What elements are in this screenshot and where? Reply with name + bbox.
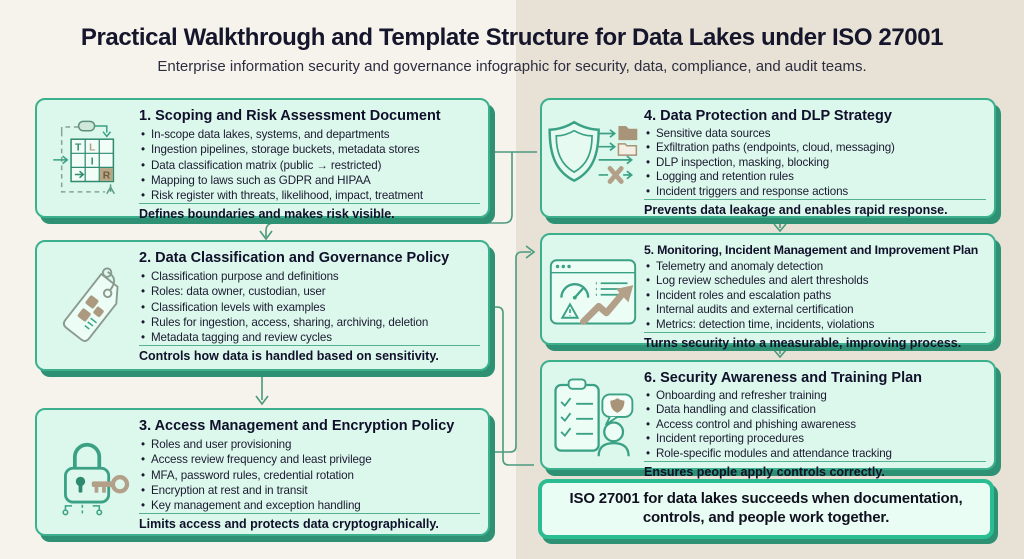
svg-text:R: R	[102, 170, 111, 182]
bullet-item: • Classification levels with examples	[139, 300, 480, 315]
bullet-item: • Roles and user provisioning	[139, 437, 480, 452]
bullet-item: • Roles: data owner, custodian, user	[139, 284, 480, 299]
box-security-awareness-training	[540, 360, 996, 479]
bullet-item: • Incident triggers and response actions	[644, 185, 986, 199]
bullet-list	[644, 389, 986, 461]
svg-text:I: I	[90, 156, 94, 168]
bullet-item: • Encryption at rest and in transit	[139, 483, 480, 498]
bullet-item: • Exfiltration paths (endpoints, cloud, messaging)	[644, 141, 986, 155]
bullet-item: • Data classification matrix (public → restricted)	[139, 158, 480, 173]
box-monitoring-incident-improvement	[540, 233, 996, 350]
bullet-item: • Internal audits and external certification	[644, 303, 986, 317]
bullet-item: • Access control and phishing awareness	[644, 418, 986, 432]
summary-callout-text: ISO 27001 for data lakes succeeds when documentation, controls, and people work together.	[569, 490, 963, 526]
box-scoping-risk-assessment	[35, 98, 490, 222]
bullet-item: • Classification purpose and definitions	[139, 269, 480, 284]
bullet-list	[139, 437, 480, 513]
bullet-item: • Telemetry and anomaly detection	[644, 260, 986, 274]
box-footer: Limits access and protects data cryptographically.	[139, 513, 480, 531]
box-footer: Prevents data leakage and enables rapid response.	[644, 199, 986, 217]
risk-matrix-icon	[37, 100, 139, 216]
bullet-list	[139, 269, 480, 345]
monitoring-dashboard-icon	[542, 235, 644, 343]
box-data-protection-dlp	[540, 98, 996, 218]
bullet-item: • Onboarding and refresher training	[644, 389, 986, 403]
bullet-item: • Key management and exception handling	[139, 498, 480, 513]
summary-callout	[538, 479, 994, 539]
bullet-item: • Logging and retention rules	[644, 170, 986, 184]
svg-text:T: T	[74, 142, 82, 154]
bullet-list	[644, 260, 986, 332]
box-access-encryption-policy	[35, 408, 490, 536]
connector-box2-to-bottom-right	[490, 307, 534, 465]
bullet-item: • In-scope data lakes, systems, and departments	[139, 127, 480, 142]
box-footer: Defines boundaries and makes risk visible.	[139, 203, 480, 221]
bullet-item: • Rules for ingestion, access, sharing, archiving, deletion	[139, 315, 480, 330]
bullet-item: • DLP inspection, masking, blocking	[644, 156, 986, 170]
connector-box3-to-box5	[490, 252, 531, 452]
bullet-item: • Metadata tagging and review cycles	[139, 330, 480, 345]
box-title: 2. Data Classification and Governance Policy	[139, 250, 450, 266]
bullet-item: • Role-specific modules and attendance tracking	[644, 447, 986, 461]
box-title: 6. Security Awareness and Training Plan	[644, 370, 923, 386]
bullet-item: • Log review schedules and alert thresholds	[644, 274, 986, 288]
box-title: 5. Monitoring, Incident Management and Improvement Plan	[644, 243, 979, 257]
bullet-item: • Access review frequency and least privilege	[139, 452, 480, 467]
bullet-item: • MFA, password rules, credential rotation	[139, 468, 480, 483]
bullet-item: • Risk register with threats, likelihood, impact, treatment	[139, 188, 480, 203]
shield-exfiltration-icon	[542, 100, 644, 216]
bullet-item: • Metrics: detection time, incidents, violations	[644, 318, 986, 332]
bullet-item: • Ingestion pipelines, storage buckets, metadata stores	[139, 142, 480, 157]
bullet-list	[644, 127, 986, 199]
box-data-classification-policy	[35, 240, 490, 371]
bullet-list	[139, 127, 480, 203]
box-footer: Controls how data is handled based on sensitivity.	[139, 345, 480, 363]
bullet-item: • Mapping to laws such as GDPR and HIPAA	[139, 173, 480, 188]
box-title: 1. Scoping and Risk Assessment Document	[139, 108, 441, 124]
bullet-item: • Incident reporting procedures	[644, 432, 986, 446]
lock-and-key-icon	[37, 410, 139, 534]
training-checklist-icon	[542, 362, 644, 468]
svg-text:L: L	[89, 142, 96, 154]
page-subtitle: Enterprise information security and governance infographic for security, data, compliance, and audit teams.	[157, 58, 867, 75]
box-footer: Turns security into a measurable, improving process.	[644, 332, 986, 350]
box-footer: Ensures people apply controls correctly.	[644, 461, 986, 479]
bullet-item: • Data handling and classification	[644, 403, 986, 417]
box-title: 4. Data Protection and DLP Strategy	[644, 108, 892, 124]
bullet-item: • Incident roles and escalation paths	[644, 289, 986, 303]
classification-tag-icon	[37, 242, 139, 369]
page-title: Practical Walkthrough and Template Structure for Data Lakes under ISO 27001	[80, 24, 944, 51]
box-title: 3. Access Management and Encryption Policy	[139, 418, 455, 434]
bullet-item: • Sensitive data sources	[644, 127, 986, 141]
